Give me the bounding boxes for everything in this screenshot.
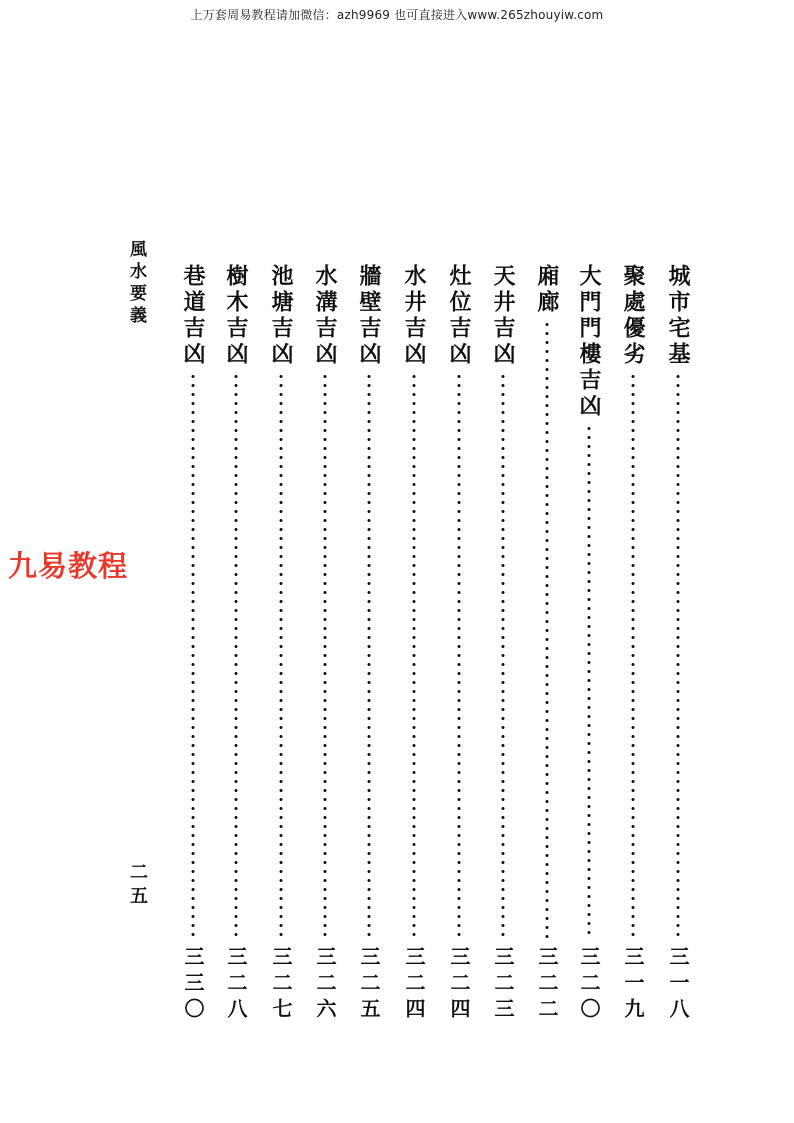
page-number: 二五 (127, 862, 148, 910)
toc-entry-page: 三二四 (402, 946, 426, 1024)
dot-leader (676, 372, 680, 940)
toc-entry-title: 聚處優劣 (620, 264, 646, 368)
dot-leader (234, 372, 238, 940)
toc-entry (308, 264, 342, 1024)
toc-entry (572, 264, 606, 1024)
toc-entry (176, 264, 210, 1024)
toc-entry-title: 城市宅基 (665, 264, 691, 368)
toc-entry-page: 三二二 (535, 946, 559, 1024)
dot-leader (457, 372, 461, 940)
toc-entry-title: 大門門樓吉凶 (576, 264, 602, 420)
dot-leader (501, 372, 505, 940)
dot-leader (412, 372, 416, 940)
toc-entry-title: 樹木吉凶 (223, 264, 249, 368)
toc-entry (442, 264, 476, 1024)
dot-leader (279, 372, 283, 940)
promo-banner: 上万套周易教程请加微信：azh9969 也可直接进入www.265zhouyiw.com (190, 8, 604, 22)
toc-entry (616, 264, 650, 1024)
toc-entry-title: 牆壁吉凶 (356, 264, 382, 368)
toc-entry-title: 天井吉凶 (490, 264, 516, 368)
toc-entry-title: 巷道吉凶 (180, 264, 206, 368)
toc-entry-title: 灶位吉凶 (446, 264, 472, 368)
toc-entry-page: 三二五 (357, 946, 381, 1024)
dot-leader (545, 320, 549, 940)
dot-leader (323, 372, 327, 940)
running-title: 風水要義 (126, 240, 146, 328)
toc-entry (397, 264, 431, 1024)
dot-leader (191, 372, 195, 940)
watermark-logo: 九易教程 (8, 549, 129, 583)
toc-entry (264, 264, 298, 1024)
toc-entry-page: 三二六 (313, 946, 337, 1024)
toc-entry-page: 三一八 (666, 946, 690, 1024)
toc-entry-page: 三二〇 (577, 946, 601, 1024)
toc-entry-title: 廂廊 (534, 264, 560, 316)
toc-entry (352, 264, 386, 1024)
toc-entry (530, 264, 564, 1024)
dot-leader (631, 372, 635, 940)
toc-entry-page: 三二八 (224, 946, 248, 1024)
toc-entry-title: 水溝吉凶 (312, 264, 338, 368)
toc-entry (219, 264, 253, 1024)
toc-entry (661, 264, 695, 1024)
toc-entry-page: 三一九 (621, 946, 645, 1024)
dot-leader (587, 424, 591, 940)
toc-entry-page: 三三〇 (181, 946, 205, 1024)
dot-leader (367, 372, 371, 940)
toc-entry-page: 三二三 (491, 946, 515, 1024)
toc-entry (486, 264, 520, 1024)
toc-entry-title: 水井吉凶 (401, 264, 427, 368)
toc-entry-page: 三二七 (269, 946, 293, 1024)
toc-entry-page: 三二四 (447, 946, 471, 1024)
toc-entry-title: 池塘吉凶 (268, 264, 294, 368)
